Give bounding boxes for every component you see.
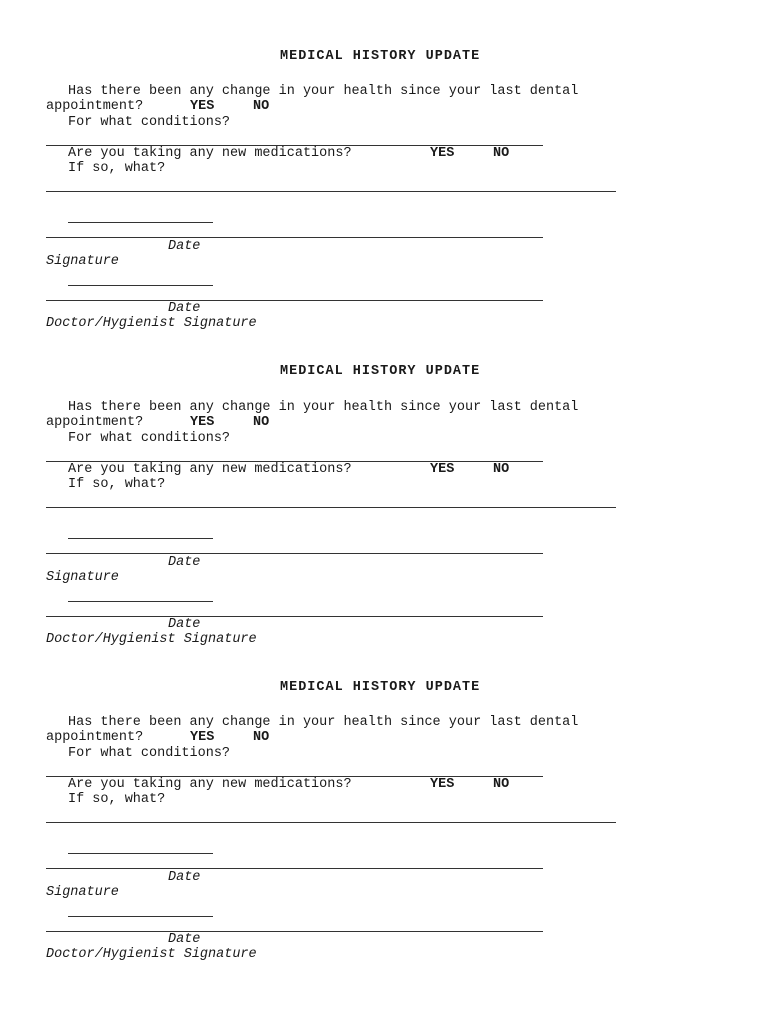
doctor-signature-label: Doctor/Hygienist Signature (46, 632, 257, 647)
form-title: MEDICAL HISTORY UPDATE (280, 680, 481, 695)
medications-input-line[interactable] (46, 507, 616, 508)
date-input-line[interactable] (68, 222, 213, 223)
date-label: Date (168, 555, 201, 570)
health-change-yes-option[interactable]: YES (190, 415, 215, 430)
medical-history-form-2 (0, 316, 770, 647)
doctor-date-label: Date (168, 301, 201, 316)
medications-input-line[interactable] (46, 191, 616, 192)
doctor-date-input-line[interactable] (68, 601, 213, 602)
health-change-question: Has there been any change in your health since your last dental (68, 84, 579, 99)
doctor-date-input-line[interactable] (68, 285, 213, 286)
doctor-signature-input-line[interactable] (46, 616, 543, 617)
date-input-line[interactable] (68, 853, 213, 854)
health-change-question: Has there been any change in your health since your last dental (68, 715, 579, 730)
health-change-no-option[interactable]: NO (253, 730, 270, 745)
medications-yes-option[interactable]: YES (430, 146, 455, 161)
doctor-date-input-line[interactable] (68, 916, 213, 917)
medications-question: Are you taking any new medications? (68, 777, 352, 792)
health-change-question: Has there been any change in your health since your last dental (68, 400, 579, 415)
signature-input-line[interactable] (46, 553, 543, 554)
health-change-no-option[interactable]: NO (253, 415, 270, 430)
date-label: Date (168, 870, 201, 885)
conditions-prompt: For what conditions? (68, 431, 231, 446)
health-change-yes-option[interactable]: YES (190, 730, 215, 745)
medications-no-option[interactable]: NO (493, 146, 510, 161)
signature-label: Signature (46, 254, 119, 269)
medications-if-so-prompt: If so, what? (68, 792, 166, 807)
signature-label: Signature (46, 885, 119, 900)
medical-history-form-3 (0, 631, 770, 962)
health-change-no-option[interactable]: NO (253, 99, 270, 114)
doctor-signature-input-line[interactable] (46, 931, 543, 932)
medications-yes-option[interactable]: YES (430, 462, 455, 477)
signature-input-line[interactable] (46, 237, 543, 238)
form-title: MEDICAL HISTORY UPDATE (280, 364, 481, 379)
medications-no-option[interactable]: NO (493, 777, 510, 792)
health-change-yes-option[interactable]: YES (190, 99, 215, 114)
medications-if-so-prompt: If so, what? (68, 161, 166, 176)
health-change-question-cont: appointment? (46, 730, 144, 745)
medical-history-form-1 (0, 0, 770, 331)
date-label: Date (168, 239, 201, 254)
health-change-question-cont: appointment? (46, 99, 144, 114)
form-title: MEDICAL HISTORY UPDATE (280, 49, 481, 64)
conditions-prompt: For what conditions? (68, 115, 231, 130)
medications-if-so-prompt: If so, what? (68, 477, 166, 492)
doctor-date-label: Date (168, 617, 201, 632)
medications-input-line[interactable] (46, 822, 616, 823)
signature-input-line[interactable] (46, 868, 543, 869)
signature-label: Signature (46, 570, 119, 585)
medications-no-option[interactable]: NO (493, 462, 510, 477)
conditions-prompt: For what conditions? (68, 746, 231, 761)
doctor-signature-label: Doctor/Hygienist Signature (46, 316, 257, 331)
medications-question: Are you taking any new medications? (68, 146, 352, 161)
date-input-line[interactable] (68, 538, 213, 539)
doctor-signature-input-line[interactable] (46, 300, 543, 301)
medications-yes-option[interactable]: YES (430, 777, 455, 792)
medications-question: Are you taking any new medications? (68, 462, 352, 477)
doctor-date-label: Date (168, 932, 201, 947)
doctor-signature-label: Doctor/Hygienist Signature (46, 947, 257, 962)
health-change-question-cont: appointment? (46, 415, 144, 430)
